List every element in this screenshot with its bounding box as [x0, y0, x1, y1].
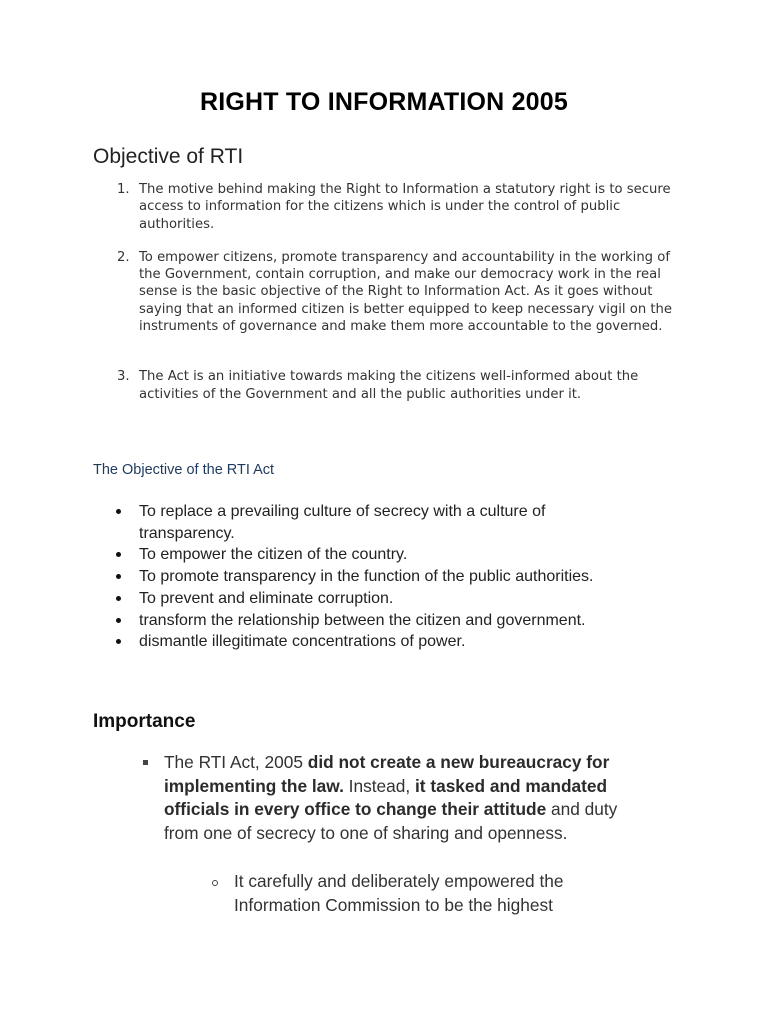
bullet-text: To prevent and eliminate corruption. — [139, 589, 394, 607]
bullet-list — [113, 501, 613, 653]
bullet-text: To promote transparency in the function of the public authorities. — [139, 568, 594, 586]
bullet-dot-icon — [116, 509, 121, 514]
item-text: To empower citizens, promote transparency and accountability in the working of the Government, contain corruption, and make our democracy work in the real sense is the basic objective of the Right to Information Act. As it goes without saying that an informed citizen is better equipped to keep necessary vigil on the instruments of governance and make them more accountable to the governed. — [139, 249, 673, 335]
circle-bullet-icon — [212, 880, 218, 886]
bullet-text: dismantle illegitimate concentrations of power. — [139, 633, 466, 651]
bullet-dot-icon — [116, 618, 121, 623]
importance-heading: Importance — [93, 711, 196, 732]
importance-item — [164, 751, 634, 845]
item-number: 1. — [117, 182, 130, 197]
bullet-dot-icon — [116, 574, 121, 579]
item-number: 3. — [117, 369, 130, 385]
bullet-text: To replace a prevailing culture of secrecy with a culture of transparency. — [139, 503, 546, 542]
item-text: The Act is an initiative towards making the citizens well-informed about the activities of the Government and all the public authorities under it. — [139, 369, 639, 402]
objective-heading: Objective of RTI — [93, 145, 244, 168]
importance-text-part: Instead, — [343, 775, 415, 796]
bullet-item — [113, 610, 613, 632]
sub-item — [234, 870, 634, 917]
importance-text-part: The RTI Act, 2005 — [164, 752, 308, 772]
item-text: The motive behind making the Right to Information a statutory right is to secure access to information for the citizens which is under the control of public authorities. — [139, 182, 671, 232]
square-bullet-icon — [143, 760, 148, 765]
numbered-item — [113, 368, 688, 403]
importance-text-part: and duty from one of secrecy to one of sharing and openness. — [164, 799, 618, 843]
numbered-item — [113, 249, 688, 335]
bullet-item — [113, 588, 613, 610]
item-number: 2. — [117, 249, 130, 265]
bullet-dot-icon — [116, 596, 121, 601]
importance-bold-text: did not create a new bureaucracy for implementing the law. — [164, 752, 610, 796]
bullet-item — [113, 544, 613, 566]
bullet-text: transform the relationship between the citizen and government. — [139, 611, 586, 629]
bullet-item — [113, 566, 613, 588]
document-title: RIGHT TO INFORMATION 2005 — [199, 88, 568, 116]
sub-item-text: It carefully and deliberately empowered the Information Commission to be the highest — [234, 871, 564, 915]
numbered-list — [113, 181, 688, 403]
bullet-item — [113, 631, 613, 653]
numbered-item — [113, 181, 688, 233]
importance-bold-text: it tasked and mandated officials in every office to change their attitude — [164, 775, 608, 819]
act-objective-heading: The Objective of the RTI Act — [93, 462, 275, 478]
bullet-dot-icon — [116, 552, 121, 557]
bullet-dot-icon — [116, 639, 121, 644]
bullet-text: To empower the citizen of the country. — [139, 546, 408, 564]
bullet-item — [113, 501, 613, 544]
